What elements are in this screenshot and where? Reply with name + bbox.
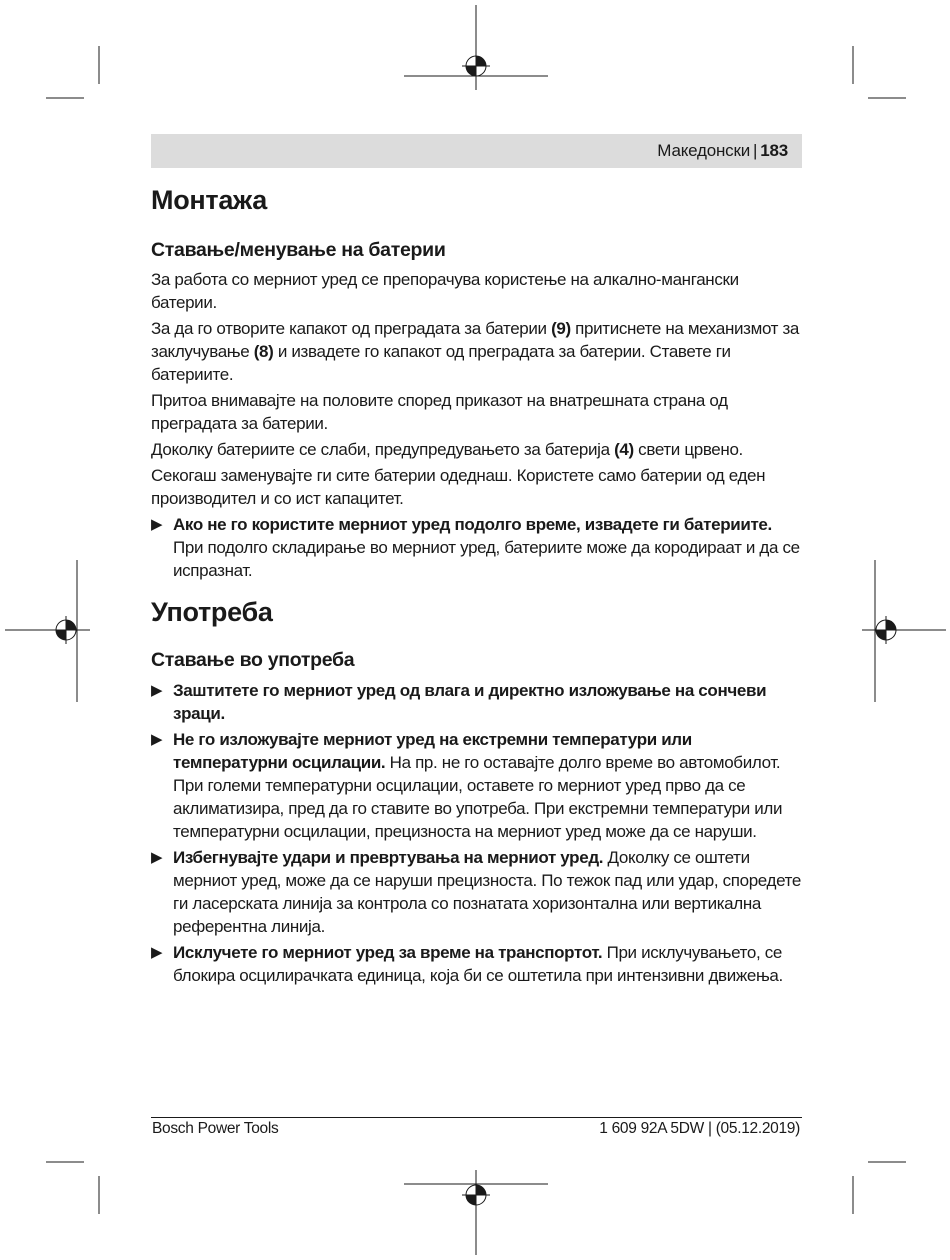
paragraph (151, 438, 803, 461)
text-run: За да го отворите капакот од преградата за батерии (151, 319, 552, 338)
subsection-title-startup: Ставање во употреба (151, 649, 355, 671)
paragraph: За работа со мерниот уред се препорачува користење на алкално-мангански батерии. (151, 270, 739, 312)
warning-bullet (151, 728, 803, 843)
text-run: свети црвено. (633, 440, 743, 459)
bullet-bold-text: Ако не го користите мерниот уред подолго време, извадете ги батериите. (173, 515, 772, 534)
triangle-bullet-icon: ▶ (151, 731, 163, 748)
page-header (151, 134, 802, 168)
footer-doc-number: 1 609 92A 5DW | (05.12.2019) (599, 1120, 800, 1137)
section-title-use: Употреба (151, 597, 273, 627)
paragraph (151, 317, 803, 386)
section-mounting (151, 184, 803, 582)
page-content (151, 178, 803, 990)
bullet-text: При подолго складирање во мерниот уред, батериите може да кородираат и да се испразнат. (173, 538, 800, 580)
bullet-bold-text: Исклучете го мерниот уред за време на транспортот. (173, 943, 603, 962)
triangle-bullet-icon: ▶ (151, 849, 163, 866)
paragraph: Притоа внимавајте на половите според приказот на внатрешната страна од преградата за батерии. (151, 391, 728, 433)
header-text (657, 141, 788, 161)
reference-number: (4) (614, 440, 634, 459)
text-run: притиснете на механизмот за заклучување (151, 319, 800, 361)
bullet-text: Доколку се оштети мерниот уред, може да се наруши прецизноста. По тежок пад или удар, споредете ги ласерската линија за контрола со познатата хоризонтална или вертикална референтна линија. (173, 848, 801, 936)
triangle-bullet-icon: ▶ (151, 682, 163, 699)
header-language: Македонски (657, 141, 751, 160)
footer-rule (151, 1117, 802, 1118)
reference-number: (9) (551, 319, 571, 338)
subsection-title-batteries: Ставање/менување на батерии (151, 239, 446, 261)
warning-bullet (151, 513, 803, 582)
text-run: и извадете го капакот од преградата за батерии. Ставете ги батериите. (151, 342, 731, 384)
page-number: 183 (760, 141, 788, 160)
bullet-bold-text: Не го изложувајте мерниот уред на екстремни температури или температурни осцилации. (173, 730, 692, 772)
section-use (151, 596, 803, 987)
warning-bullet (151, 846, 803, 938)
bullet-bold-text: Заштитете го мерниот уред од влага и директно изложување на сончеви зраци. (173, 681, 767, 723)
bullet-bold-text: Избегнувајте удари и превртувања на мерниот уред. (173, 848, 604, 867)
text-run: Доколку батериите се слаби, предупредувањето за батерија (151, 440, 615, 459)
section-title-mounting: Монтажа (151, 185, 267, 215)
reference-number: (8) (253, 342, 274, 361)
triangle-bullet-icon: ▶ (151, 516, 163, 533)
bullet-text: При исклучувањето, се блокира осцилирачката единица, која би се оштетила при интензивни движења. (173, 943, 783, 985)
footer-brand: Bosch Power Tools (152, 1120, 279, 1137)
warning-bullet (151, 941, 803, 987)
paragraph: Секогаш заменувајте ги сите батерии одеднаш. Користете само батерии од еден производител и со ист капацитет. (151, 466, 766, 508)
header-separator: | (753, 141, 758, 160)
triangle-bullet-icon: ▶ (151, 944, 163, 961)
bullet-text: На пр. не го оставајте долго време во автомобилот. При големи температурни осцилации, оставете го мерниот уред прво да се аклиматизира, пред да го ставите во употреба. При екстремни температури или температурни осцилации, прецизноста на мерниот уред може да се наруши. (173, 753, 783, 841)
warning-bullet (151, 679, 803, 725)
